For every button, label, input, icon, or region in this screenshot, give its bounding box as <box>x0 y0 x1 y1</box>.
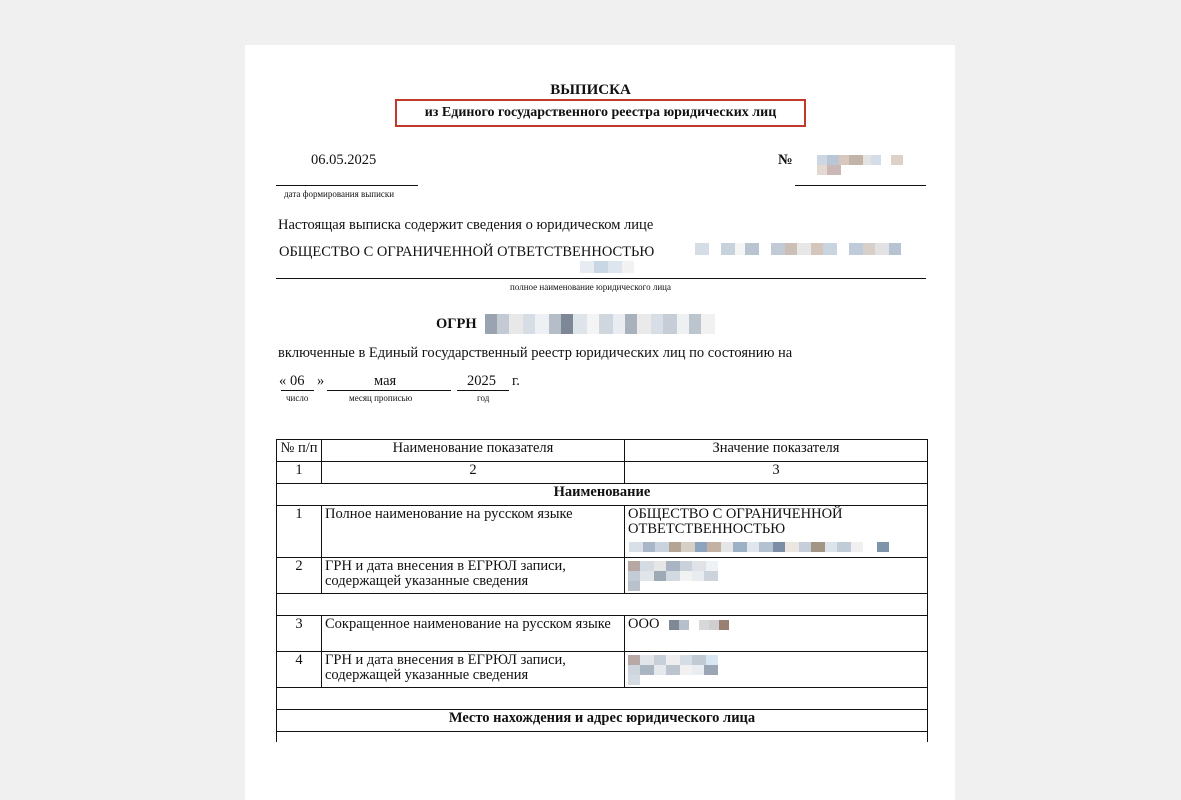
section-row-name <box>277 484 928 506</box>
company-full-name: ОБЩЕСТВО С ОГРАНИЧЕННОЙ ОТВЕТСТВЕННОСТЬЮ <box>279 244 655 260</box>
extract-date: 06.05.2025 <box>311 152 377 168</box>
table-row <box>277 558 928 594</box>
included-text: включенные в Единый государственный реестр юридических лиц по состоянию на <box>278 345 793 361</box>
day-open-quote: « <box>279 373 287 389</box>
section-address-title: Место нахождения и адрес юридического лица <box>277 710 928 732</box>
row-value-cell <box>625 616 928 652</box>
row-label: Полное наименование на русском языке <box>322 506 625 558</box>
ogrn-label: ОГРН <box>436 316 477 332</box>
row-label: Сокращенное наименование на русском языке <box>322 616 625 652</box>
redacted-company-name-line2 <box>580 261 640 273</box>
col-number-3: 3 <box>625 462 928 484</box>
row-value-cell <box>625 558 928 594</box>
table-row <box>277 652 928 688</box>
number-label: № <box>778 152 793 168</box>
redacted-ogrn <box>485 314 727 334</box>
company-caption: полное наименование юридического лица <box>510 282 671 292</box>
extract-table <box>276 439 928 742</box>
redacted-number <box>817 155 907 175</box>
row-value: ОБЩЕСТВО С ОГРАНИЧЕННОЙ ОТВЕТСТВЕННОСТЬЮ <box>628 506 843 537</box>
redacted-grn <box>628 561 728 591</box>
row-number: 2 <box>277 558 322 594</box>
number-underline <box>795 185 926 186</box>
empty-cell <box>277 688 928 710</box>
row-value-cell <box>625 506 928 558</box>
cut-off-row <box>277 732 928 742</box>
month-underline <box>327 390 451 391</box>
header-indicator: Наименование показателя <box>322 440 625 462</box>
month-caption: месяц прописью <box>349 393 413 403</box>
company-underline <box>276 278 926 279</box>
day-caption: число <box>286 393 309 403</box>
day-value: 06 <box>290 373 305 389</box>
year-caption: год <box>477 393 490 403</box>
day-underline <box>281 390 314 391</box>
section-row-address <box>277 710 928 732</box>
date-caption: дата формирования выписки <box>284 189 395 199</box>
document-subtitle: из Единого государственного реестра юридических лиц <box>424 105 777 120</box>
header-value: Значение показателя <box>625 440 928 462</box>
year-suffix: г. <box>512 373 520 389</box>
table-numbers-row <box>277 462 928 484</box>
row-value: ООО <box>628 616 660 632</box>
document-title: ВЫПИСКА <box>550 82 631 98</box>
empty-cell <box>277 594 928 616</box>
table-row <box>277 506 928 558</box>
col-number-2: 2 <box>322 462 625 484</box>
year-value: 2025 <box>467 373 496 389</box>
year-underline <box>457 390 509 391</box>
day-close-quote: » <box>317 373 325 389</box>
cut-off-cell <box>277 732 928 742</box>
table-header-row <box>277 440 928 462</box>
row-value-cell <box>625 652 928 688</box>
section-name-title: Наименование <box>277 484 928 506</box>
row-label: ГРН и дата внесения в ЕГРЮЛ записи, содержащей указанные сведения <box>322 558 625 594</box>
redacted-company-name <box>695 243 927 255</box>
row-number: 4 <box>277 652 322 688</box>
date-underline <box>276 185 418 186</box>
col-number-1: 1 <box>277 462 322 484</box>
row-number: 3 <box>277 616 322 652</box>
redacted-short-name <box>669 620 731 630</box>
row-number: 1 <box>277 506 322 558</box>
row-label: ГРН и дата внесения в ЕГРЮЛ записи, содержащей указанные сведения <box>322 652 625 688</box>
header-num: № п/п <box>277 440 322 462</box>
intro-text: Настоящая выписка содержит сведения о юридическом лице <box>278 217 654 233</box>
redacted-grn <box>628 655 728 685</box>
table-row <box>277 616 928 652</box>
document-subtitle-highlighted <box>395 99 806 127</box>
month-value: мая <box>374 373 397 389</box>
empty-row <box>277 594 928 616</box>
redacted-value <box>629 542 901 552</box>
empty-row <box>277 688 928 710</box>
